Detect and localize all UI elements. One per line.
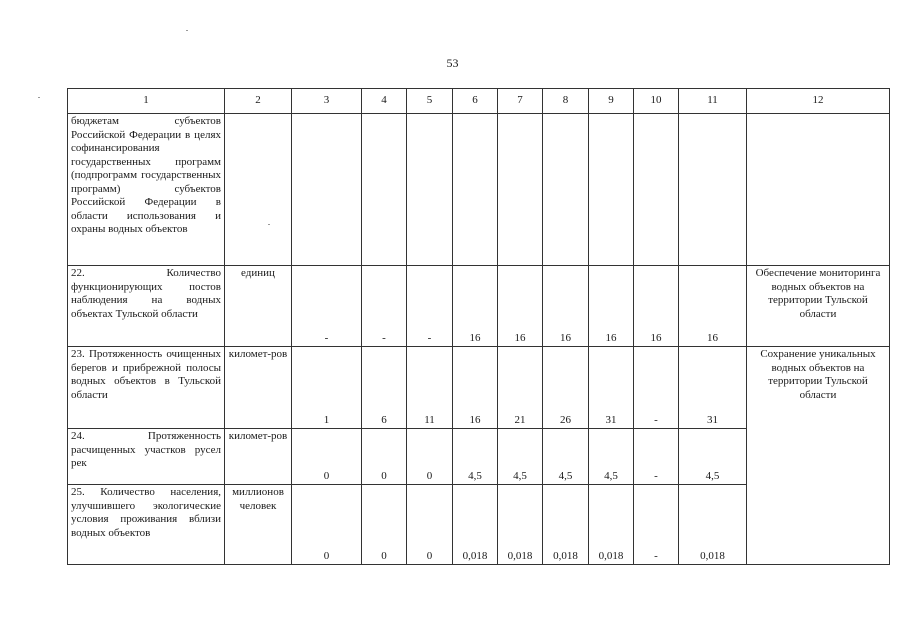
table-cell — [453, 114, 498, 266]
col-header: 6 — [453, 89, 498, 114]
scan-speck — [186, 30, 188, 31]
table-row — [68, 114, 890, 266]
value-cell: - — [407, 266, 453, 347]
value-cell: 0,018 — [679, 485, 747, 565]
value-cell: 0,018 — [589, 485, 634, 565]
table-cell — [292, 114, 362, 266]
value-cell: 0 — [362, 429, 407, 485]
col-header: 8 — [543, 89, 589, 114]
value-cell: 0,018 — [543, 485, 589, 565]
table-row — [68, 266, 890, 347]
indicator-name: 24. Протяженность расчищенных участков русел рек — [68, 429, 225, 485]
col-header: 7 — [498, 89, 543, 114]
col-header: 3 — [292, 89, 362, 114]
col-header: 9 — [589, 89, 634, 114]
value-cell: 4,5 — [589, 429, 634, 485]
scan-speck — [38, 97, 40, 98]
table-cell — [679, 114, 747, 266]
value-cell: 0 — [362, 485, 407, 565]
value-cell: - — [634, 429, 679, 485]
value-cell: 16 — [498, 266, 543, 347]
col-header: 2 — [225, 89, 292, 114]
value-cell: 11 — [407, 347, 453, 429]
value-cell: 16 — [453, 347, 498, 429]
value-cell: 4,5 — [679, 429, 747, 485]
col-header: 11 — [679, 89, 747, 114]
value-cell: 16 — [543, 266, 589, 347]
page-number: 53 — [446, 56, 459, 70]
value-cell: 0,018 — [498, 485, 543, 565]
value-cell: - — [634, 347, 679, 429]
table-cell — [747, 114, 890, 266]
value-cell: 0 — [407, 485, 453, 565]
col-header: 4 — [362, 89, 407, 114]
note-cell: Обеспечение мониторинга водных объектов на территории Тульской области — [747, 266, 890, 347]
value-cell: 31 — [589, 347, 634, 429]
table-cell — [407, 114, 453, 266]
column-number-row — [68, 89, 890, 114]
value-cell: 6 — [362, 347, 407, 429]
value-cell: 21 — [498, 347, 543, 429]
value-cell: 4,5 — [543, 429, 589, 485]
value-cell: - — [634, 485, 679, 565]
value-cell: 26 — [543, 347, 589, 429]
value-cell: 4,5 — [498, 429, 543, 485]
value-cell: 0 — [407, 429, 453, 485]
indicators-table — [67, 88, 890, 565]
col-header: 12 — [747, 89, 890, 114]
value-cell: 0 — [292, 485, 362, 565]
indicator-name: 22. Количество функционирующих постов наблюдения на водных объектах Тульской области — [68, 266, 225, 347]
value-cell: 0,018 — [453, 485, 498, 565]
indicator-name: 25. Количество населения, улучшившего экологические условия проживания вблизи водных объектов — [68, 485, 225, 565]
table-row — [68, 347, 890, 429]
value-cell: 16 — [453, 266, 498, 347]
value-cell: - — [362, 266, 407, 347]
table-cell — [225, 114, 292, 266]
unit-cell: миллионов человек — [225, 485, 292, 565]
note-cell: Сохранение уникальных водных объектов на территории Тульской области — [747, 347, 890, 565]
value-cell: 16 — [679, 266, 747, 347]
table-cell — [589, 114, 634, 266]
col-header: 1 — [68, 89, 225, 114]
indicator-name: 23. Протяженность очищенных берегов и прибрежной полосы водных объектов в Тульской области — [68, 347, 225, 429]
value-cell: 16 — [589, 266, 634, 347]
table-cell — [634, 114, 679, 266]
col-header: 5 — [407, 89, 453, 114]
value-cell: 31 — [679, 347, 747, 429]
table-cell — [543, 114, 589, 266]
unit-cell: километ-ров — [225, 347, 292, 429]
col-header: 10 — [634, 89, 679, 114]
table-cell — [498, 114, 543, 266]
value-cell: 0 — [292, 429, 362, 485]
unit-cell: километ-ров — [225, 429, 292, 485]
value-cell: - — [292, 266, 362, 347]
unit-cell: единиц — [225, 266, 292, 347]
table-cell — [362, 114, 407, 266]
value-cell: 16 — [634, 266, 679, 347]
continuation-text: бюджетам субъектов Российской Федерации в целях софинансирования государственных программ (подпрограмм государственных программ) субъектов Российской Федерации в области использования и охраны водных объектов — [68, 114, 225, 266]
value-cell: 1 — [292, 347, 362, 429]
value-cell: 4,5 — [453, 429, 498, 485]
